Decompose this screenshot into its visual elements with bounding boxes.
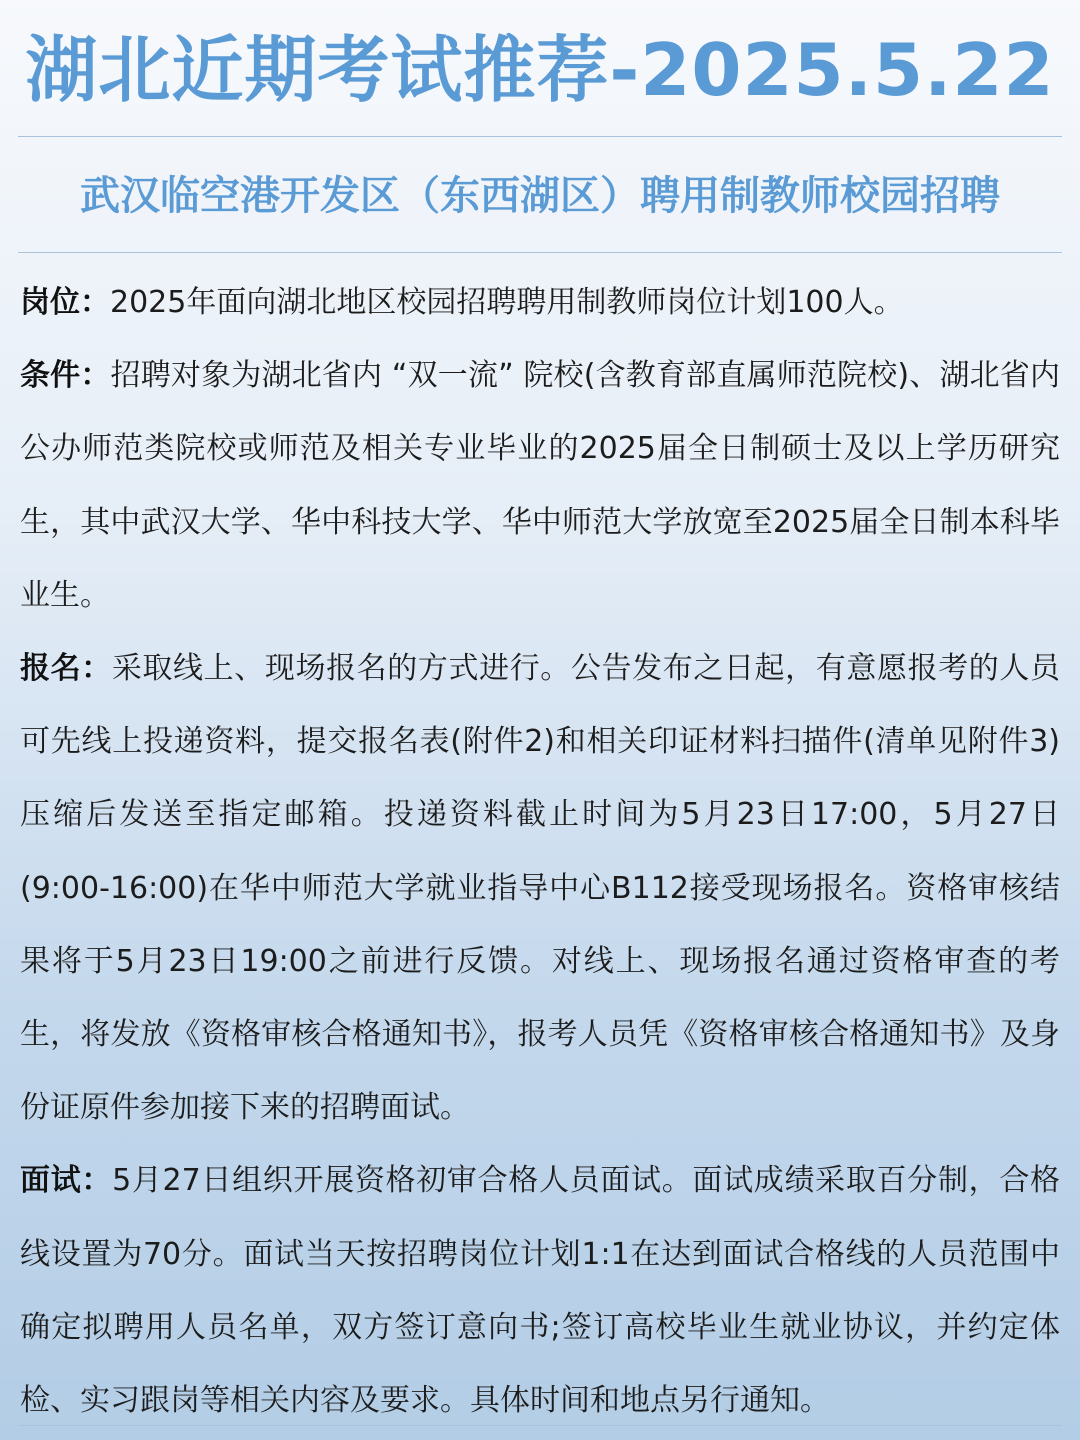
notice-body <box>20 266 1060 1437</box>
section-text: 采取线上、现场报名的方式进行。公告发布之日起，有意愿报考的人员可先线上投递资料，提交报名表(附件2)和相关印证材料扫描件(清单见附件3)压缩后发送至指定邮箱。投递资料截止时间为5月23日17:00，5月27日(9:00-16:00)在华中师范大学就业指导中心B112接受现场报名。资格审核结果将于5月23日19:00之前进行反馈。对线上、现场报名通过资格审查的考生，将发放《资格审核合格通知书》，报考人员凭《资格审核合格通知书》及身份证原件参加接下来的招聘面试。 <box>20 651 1061 1126</box>
section-label: 条件： <box>20 358 111 394</box>
section-registration <box>20 632 1060 1144</box>
section-label: 面试： <box>20 1163 113 1199</box>
subtitle-divider <box>18 252 1062 253</box>
section-text: 招聘对象为湖北省内 “双一流” 院校(含教育部直属师范院校)、湖北省内公办师范类院校或师范及相关专业毕业的2025届全日制硕士及以上学历研究生，其中武汉大学、华中科技大学、华中师范大学放宽至2025届全日制本科毕业生。 <box>20 358 1060 613</box>
section-interview <box>20 1144 1060 1437</box>
bottom-divider <box>18 1425 1062 1426</box>
section-label: 报名： <box>20 651 112 687</box>
section-text: 5月27日组织开展资格初审合格人员面试。面试成绩采取百分制，合格线设置为70分。面试当天按招聘岗位计划1:1在达到面试合格线的人员范围中确定拟聘用人员名单，双方签订意向书;签订高校毕业生就业协议，并约定体检、实习跟岗等相关内容及要求。具体时间和地点另行通知。 <box>20 1163 1061 1419</box>
section-label: 岗位： <box>20 285 110 320</box>
section-position <box>20 266 1060 339</box>
section-requirements <box>20 339 1060 632</box>
notice-title: 武汉临空港开发区（东西湖区）聘用制教师校园招聘 <box>80 173 1000 219</box>
section-text: 2025年面向湖北地区校园招聘聘用制教师岗位计划100人。 <box>110 285 904 320</box>
title-divider <box>18 136 1062 137</box>
page-title: 湖北近期考试推荐-2025.5.22 <box>25 28 1055 112</box>
